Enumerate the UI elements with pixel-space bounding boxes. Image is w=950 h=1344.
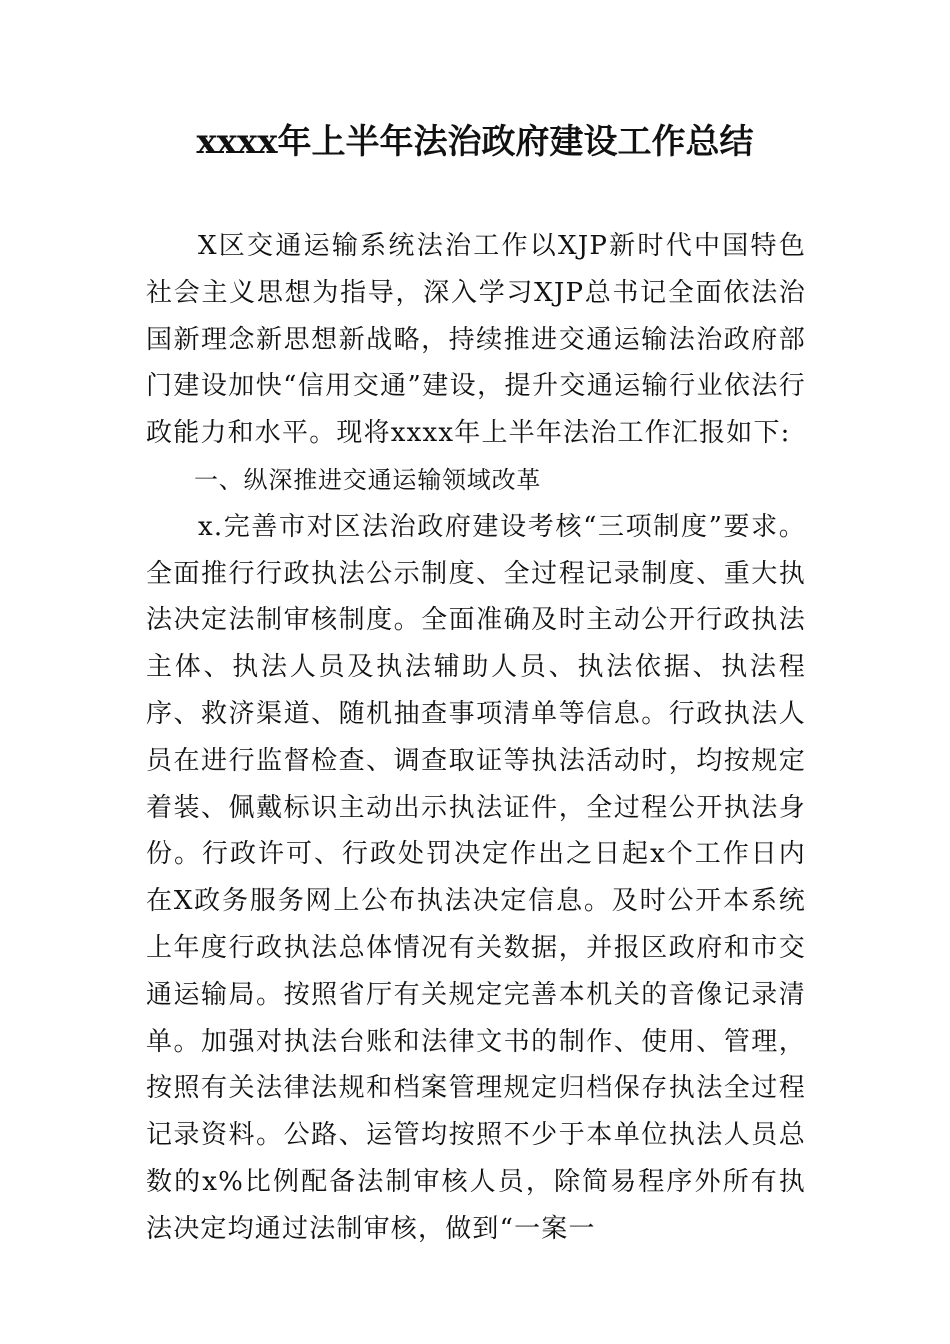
document-title: xxxx年上半年法治政府建设工作总结 bbox=[196, 122, 754, 162]
document-body bbox=[146, 223, 806, 1253]
section-1-paragraph-1: x.完善市对区法治政府建设考核“三项制度”要求。全面推行行政执法公示制度、全过程记录制度、重大执法决定法制审核制度。全面准确及时主动公开行政执法主体、执法人员及执法辅助人员、执法依据、执法程序、救济渠道、随机抽查事项清单等信息。行政执法人员在进行监督检查、调查取证等执法活动时，均按规定着装、佩戴标识主动出示执法证件，全过程公开执法身份。行政许可、行政处罚决定作出之日起x个工作日内在X政务服务网上公布执法决定信息。及时公开本系统上年度行政执法总体情况有关数据，并报区政府和市交通运输局。按照省厅有关规定完善本机关的音像记录清单。加强对执法台账和法律文书的制作、使用、管理，按照有关法律法规和档案管理规定归档保存执法全过程记录资料。公路、运管均按照不少于本单位执法人员总数的x%比例配备法制审核人员，除简易程序外所有执法决定均通过法制审核，做到“一案一 bbox=[146, 511, 806, 1244]
section-heading-1: 一、纵深推进交通运输领域改革 bbox=[194, 465, 542, 494]
intro-paragraph: X区交通运输系统法治工作以XJP新时代中国特色社会主义思想为指导，深入学习XJP总书记全面依法治国新理念新思想新战略，持续推进交通运输法治政府部门建设加快“信用交通”建设，提升交通运输行业依法行政能力和水平。现将xxxx年上半年法治工作汇报如下: bbox=[146, 231, 806, 449]
